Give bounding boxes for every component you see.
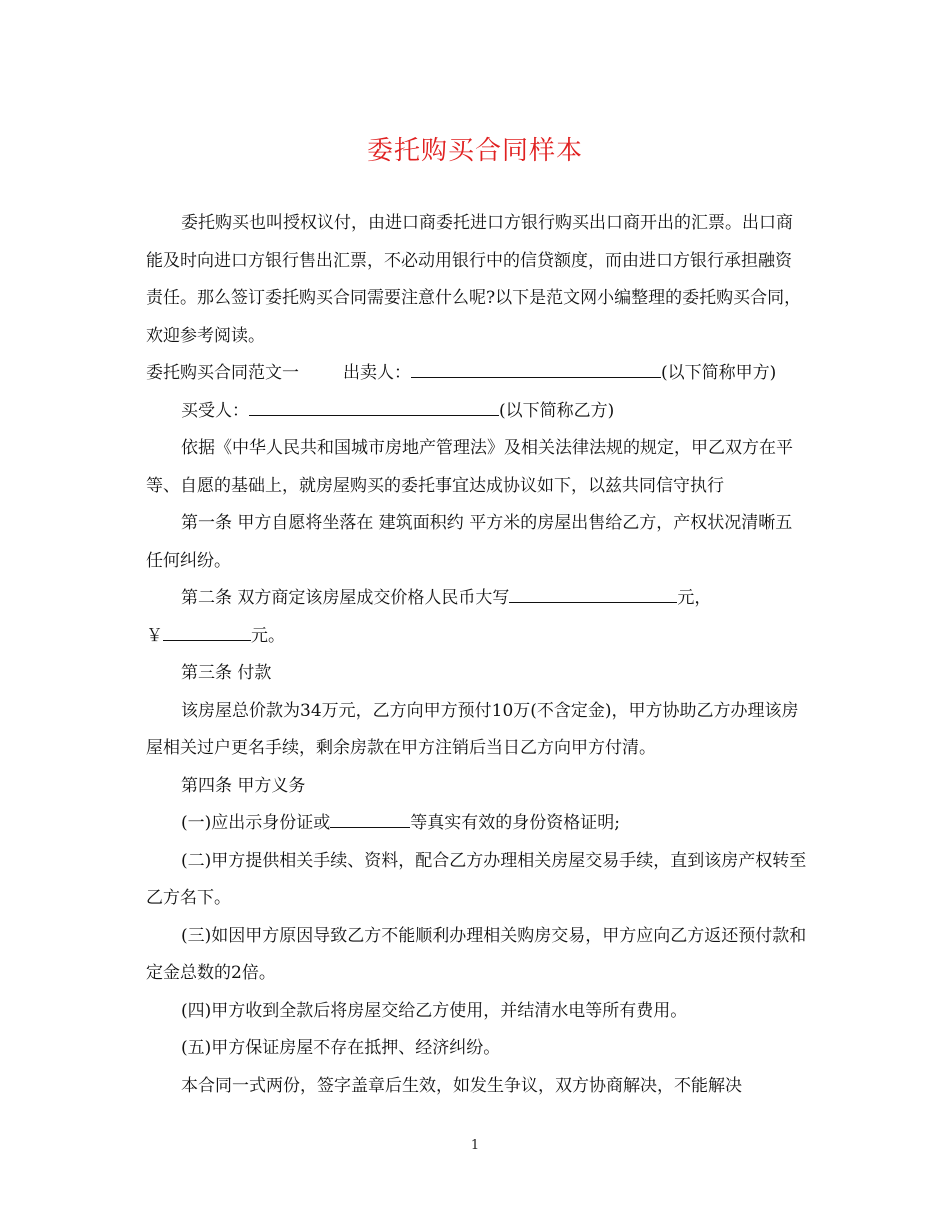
id-document-blank (330, 813, 410, 828)
seller-label: 出卖人： (343, 363, 411, 383)
article-2-unit: 元， (677, 588, 712, 608)
buyer-blank (249, 401, 499, 416)
page-number: 1 (470, 1138, 480, 1153)
intro-paragraph: 委托购买也叫授权议付，由进口商委托进口方银行购买出口商开出的汇票。出口商能及时向进口方银行售出汇票，不必动用银行中的信贷额度，而由进口方银行承担融资责任。那么签订委托购买合同需要注意什么呢?以下是范文网小编整理的委托购买合同，欢迎参考阅读。 (146, 213, 802, 346)
seller-line (146, 355, 808, 393)
article-2 (146, 580, 808, 618)
document-title: 委托购买合同样本 (366, 136, 583, 166)
article-3-heading: 第三条 付款 (181, 663, 272, 683)
article-4-heading: 第四条 甲方义务 (181, 775, 306, 796)
price-number-blank (163, 626, 251, 641)
price-words-blank (509, 588, 677, 603)
buyer-line (146, 393, 808, 431)
duty-5: (五)甲方保证房屋不存在抵押、经济纠纷。 (181, 1038, 501, 1058)
duty-1-text: (一)应出示身份证或 (181, 813, 331, 833)
duty-1 (146, 805, 808, 843)
article-3-body: 该房屋总价款为34万元，乙方向甲方预付10万(不含定金)，甲方协助乙方办理该房屋相关过户更名手续，剩余房款在甲方注销后当日乙方向甲方付清。 (146, 700, 799, 758)
article-1: 第一条 甲方自愿将坐落在 建筑面积约 平方米的房屋出售给乙方，产权状况清晰五任何纠纷。 (146, 513, 793, 571)
article-2-amount (146, 618, 808, 656)
seller-suffix: (以下简称甲方) (661, 363, 777, 383)
duty-2: (二)甲方提供相关手续、资料，配合乙方办理相关房屋交易手续，直到该房产权转至乙方名下。 (146, 850, 807, 908)
yuan-symbol: ￥ (146, 625, 163, 646)
sample-label: 委托购买合同范文一 (146, 363, 299, 383)
duty-4: (四)甲方收到全款后将房屋交给乙方使用，并结清水电等所有费用。 (181, 1000, 688, 1021)
duty-1-end: 等真实有效的身份资格证明; (410, 813, 620, 833)
article-2-text: 第二条 双方商定该房屋成交价格人民币大写 (181, 588, 510, 608)
seller-blank (411, 363, 661, 378)
duty-3: (三)如因甲方原因导致乙方不能顺利办理相关购房交易，甲方应向乙方返还预付款和定金总数的2倍。 (146, 925, 807, 983)
document-body (146, 205, 808, 1105)
buyer-suffix: (以下简称乙方) (499, 400, 615, 421)
article-2-end: 元。 (251, 625, 285, 646)
closing-paragraph: 本合同一式两份，签字盖章后生效，如发生争议，双方协商解决，不能解决 (181, 1075, 742, 1096)
basis-paragraph: 依据《中华人民共和国城市房地产管理法》及相关法律法规的规定，甲乙双方在平等、自愿的基础上，就房屋购买的委托事宜达成协议如下，以兹共同信守执行 (146, 438, 793, 496)
buyer-label: 买受人： (181, 400, 249, 421)
